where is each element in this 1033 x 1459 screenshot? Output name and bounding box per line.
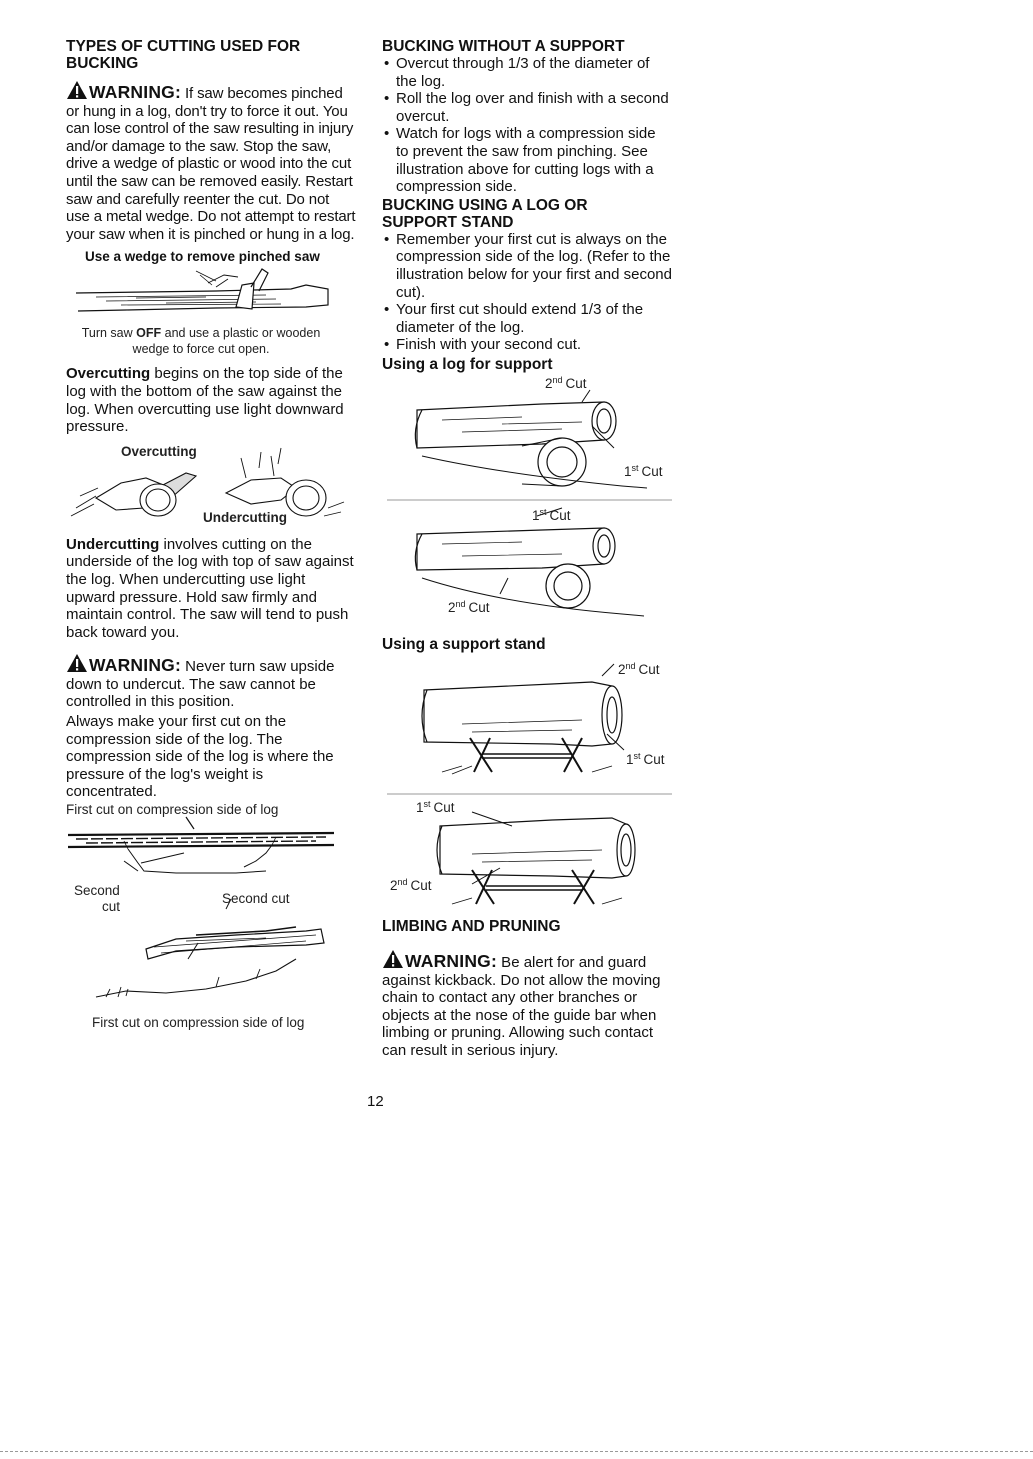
cut-word: Cut [433, 799, 455, 815]
label-2nd-cut [618, 661, 660, 677]
fig2-first-label: First cut on compression side of log [92, 1015, 305, 1031]
ordinal-number: 2 [390, 877, 398, 893]
label-1st-cut [532, 507, 571, 523]
fig1-top-label: First cut on compression side of log [66, 802, 279, 818]
list-item: • Your first cut should extend 1/3 of the diameter of the log. [384, 301, 644, 336]
list-item: • Remember your first cut is always on the compression side of the log. (Refer to the illustration below for your first and second cut). [384, 230, 672, 301]
wedge-illustration [66, 265, 356, 325]
over-under-cutting-illustration [66, 438, 356, 530]
wedge-caption-post: and use a plastic or wooden wedge to force cut open. [132, 326, 321, 357]
list-item: • Overcut through 1/3 of the diameter of the log. [384, 55, 650, 90]
fig2-second-label: Second cut [222, 891, 290, 907]
bullets-log-or-stand [382, 231, 672, 354]
undercutting-term: Undercutting [66, 535, 160, 553]
overcutting-text: begins on the top side of the log with the bottom of the saw against the log. When overcutting use light downward pressure. [66, 365, 344, 436]
fig1-second-label-b: cut [102, 899, 121, 915]
left-column [66, 38, 356, 1031]
ordinal-suffix: st [539, 506, 547, 517]
label-1st-cut [624, 463, 663, 479]
cut-word: Cut [638, 661, 660, 677]
cut-word: Cut [410, 877, 432, 893]
cut-word: Cut [549, 507, 571, 523]
undercutting-text: involves cutting on the underside of the log with top of saw against the log. When undercutting use light upward pressure. Hold saw firmly and maintain control. The saw will tend to push back toward you. [66, 535, 354, 641]
ordinal-number: 1 [416, 799, 424, 815]
bullet-text: Watch for logs with a compression side to prevent the saw from pinching. See illustration above for cutting logs with a compression side. [396, 125, 656, 196]
warning-kickback [382, 949, 672, 1060]
right-column [382, 38, 672, 1059]
bullet-text: Your first cut should extend 1/3 of the diameter of the log. [396, 301, 644, 336]
ordinal-suffix: st [633, 750, 641, 761]
overcutting-term: Overcutting [66, 365, 151, 383]
warning-pinched [66, 80, 356, 243]
warning-triangle-icon [382, 949, 404, 969]
cut-word: Cut [468, 599, 490, 615]
ordinal-number: 2 [545, 375, 553, 391]
section-heading-without-support: BUCKING WITHOUT A SUPPORT [382, 38, 625, 55]
ordinal-suffix: st [423, 798, 431, 809]
ordinal-suffix: nd [397, 876, 408, 887]
undercutting-fig-label: Undercutting [203, 509, 287, 525]
list-item: • Finish with your second cut. [384, 336, 582, 354]
cut-word: Cut [641, 463, 663, 479]
label-2nd-cut [545, 375, 587, 391]
overcutting-paragraph [66, 365, 356, 435]
bullet-text: Overcut through 1/3 of the diameter of the log. [396, 55, 650, 90]
label-2nd-cut [390, 877, 432, 893]
label-1st-cut [626, 751, 665, 767]
compression-side-illustration [66, 801, 356, 1031]
label-1st-cut [416, 799, 455, 815]
bottom-divider [0, 1451, 1033, 1452]
warning-text: Never turn saw upside down to undercut. The saw cannot be controlled in this position. [66, 658, 335, 711]
fig1-second-label-a: Second [74, 883, 120, 899]
ordinal-suffix: nd [552, 374, 563, 385]
list-item: • Roll the log over and finish with a second overcut. [384, 90, 669, 125]
wedge-caption [66, 325, 336, 357]
warning-upside-down [66, 653, 356, 711]
ordinal-number: 1 [532, 507, 540, 523]
subheading-log-support: Using a log for support [382, 355, 553, 373]
bullet-text: Finish with your second cut. [396, 336, 582, 354]
warning-triangle-icon [66, 653, 88, 673]
ordinal-suffix: nd [625, 660, 636, 671]
ordinal-number: 2 [448, 599, 456, 615]
label-2nd-cut [448, 599, 490, 615]
undercutting-paragraph [66, 536, 356, 642]
warning-triangle-icon [66, 80, 88, 100]
section-heading-limbing: LIMBING AND PRUNING [382, 917, 561, 935]
cut-word: Cut [643, 751, 665, 767]
warning-text: Be alert for and guard against kickback. Do not allow the moving chain to contact any other branches or objects at the nose of the guide bar when limbing or pruning. Allowing such contact can result in serious injury. [382, 953, 661, 1059]
subheading-support-stand: Using a support stand [382, 635, 546, 653]
page-number: 12 [367, 1093, 384, 1110]
ordinal-suffix: st [631, 462, 639, 473]
section-heading-types: TYPES OF CUTTING USED FOR BUCKING [66, 38, 301, 72]
wedge-caption-pre: Turn saw [81, 326, 137, 341]
wedge-figure-title: Use a wedge to remove pinched saw [85, 249, 320, 265]
ordinal-number: 2 [618, 661, 626, 677]
ordinal-suffix: nd [455, 598, 466, 609]
warning-text: If saw becomes pinched or hung in a log, don't try to force it out. You can lose control of the saw resulting in injury and/or damage to the saw. Stop the saw, drive a wedge of plastic or wood into the cut until the saw can be removed easily. Restart saw and carefully reenter the cut. Do not use a metal wedge. Do not attempt to restart your saw when it is pinched or hung in a log. [66, 85, 356, 243]
bullets-without-support [382, 55, 672, 196]
ordinal-number: 1 [626, 751, 634, 767]
support-stand-illustration [382, 654, 672, 914]
list-item: • Watch for logs with a compression side to prevent the saw from pinching. See illustration above for cutting logs with a compression side. [384, 125, 656, 196]
bullet-text: Remember your first cut is always on the compression side of the log. (Refer to the illustration below for your first and second cut). [396, 230, 672, 301]
warning-label: WARNING: [405, 950, 498, 971]
ordinal-number: 1 [624, 463, 632, 479]
warning-label: WARNING: [89, 82, 182, 102]
warning-label: WARNING: [89, 655, 182, 676]
section-heading-log-or-stand: BUCKING USING A LOG OR SUPPORT STAND [382, 196, 588, 231]
wedge-caption-off: OFF [136, 326, 162, 341]
bullet-text: Roll the log over and finish with a second overcut. [396, 90, 669, 125]
cut-word: Cut [565, 375, 587, 391]
compression-paragraph: Always make your first cut on the compression side of the log. The compression side of the log is where the pressure of the log's weight is concentrated. [66, 713, 334, 801]
overcutting-fig-label: Overcutting [121, 443, 197, 459]
log-support-illustration [382, 374, 672, 636]
